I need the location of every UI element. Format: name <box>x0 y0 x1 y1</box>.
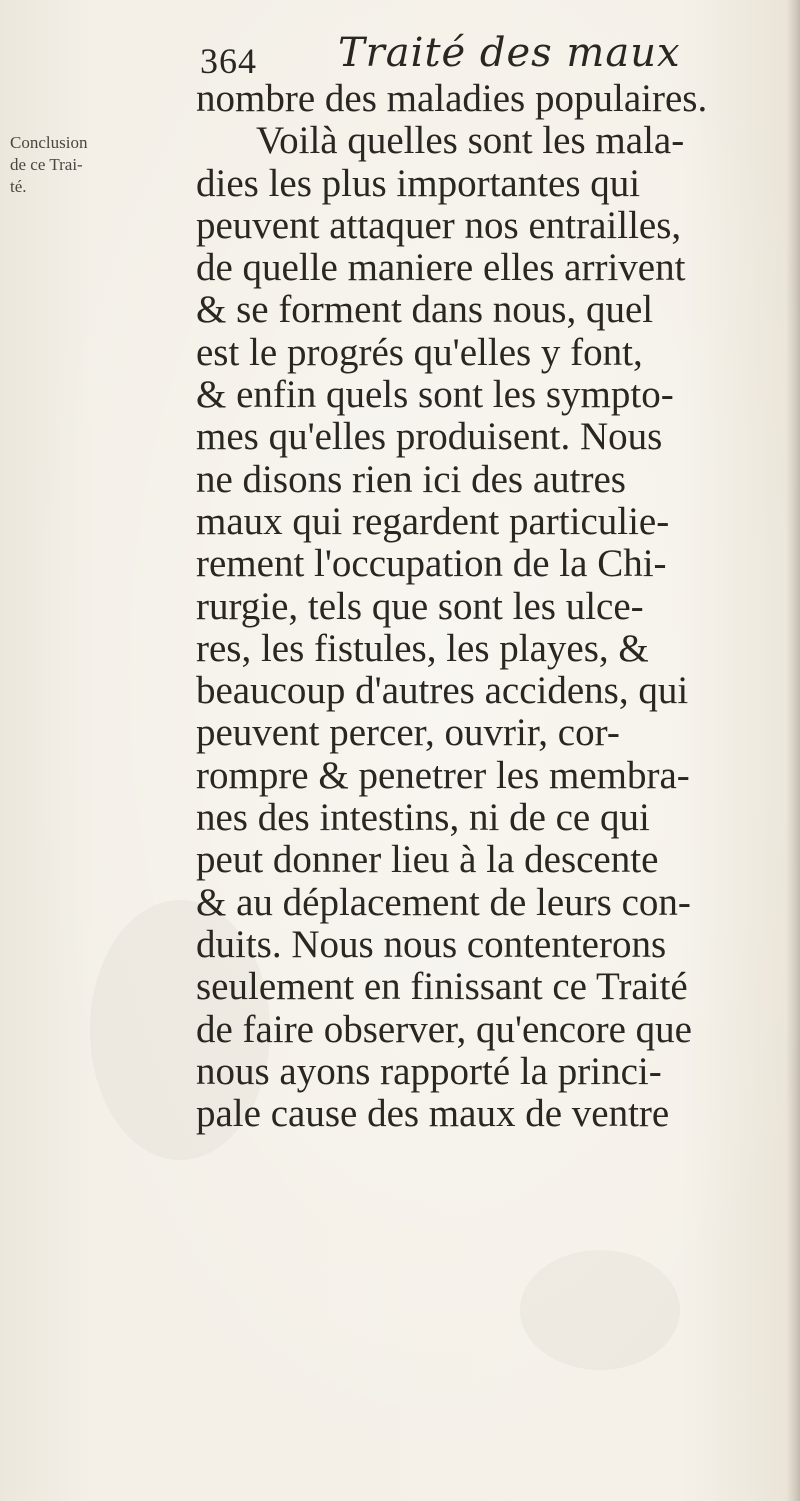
text-line: dies les plus importantes qui <box>196 161 641 205</box>
text-line: nous ayons rapporté la princi- <box>196 1049 662 1093</box>
text-line: pale cause des maux de ventre <box>196 1092 670 1136</box>
text-line: res, les fistules, les playes, & <box>196 626 649 670</box>
text-line: maux qui regardent particulie- <box>196 499 670 543</box>
text-line: & se forment dans nous, quel <box>196 288 654 332</box>
text-line: Voilà quelles sont les mala- <box>256 119 685 163</box>
text-line: rurgie, tels que sont les ulce- <box>196 584 644 628</box>
text-line: beaucoup d'autres accidens, qui <box>196 669 689 713</box>
margin-note-line: de ce Trai- <box>10 155 83 174</box>
text-line: de quelle maniere elles arrivent <box>196 246 686 290</box>
text-line: est le progrés qu'elles y font, <box>196 330 643 374</box>
page-number: 364 <box>200 41 257 81</box>
text-line: & enfin quels sont les sympto- <box>196 373 674 417</box>
text-line: rompre & penetrer les membra- <box>196 753 690 797</box>
text-line: rement l'occupation de la Chi- <box>196 542 667 586</box>
paper-stain <box>520 1250 680 1370</box>
margin-note-line: Conclusion <box>10 133 88 152</box>
text-line: peut donner lieu à la descente <box>196 838 659 882</box>
running-title: Traité des maux <box>338 30 681 76</box>
text-line: peuvent attaquer nos entrailles, <box>196 203 682 247</box>
text-line: & au déplacement de leurs con- <box>196 880 691 924</box>
text-line: mes qu'elles produisent. Nous <box>196 415 663 459</box>
text-line: duits. Nous nous contenterons <box>196 922 667 966</box>
page-edge-shadow <box>786 0 800 1501</box>
text-line: nes des intestins, ni de ce qui <box>196 796 650 840</box>
text-line: ne disons rien ici des autres <box>196 457 626 501</box>
text-line: de faire observer, qu'encore que <box>196 1007 692 1051</box>
text-line: nombre des maladies populaires. <box>196 77 708 120</box>
text-line: seulement en finissant ce Traité <box>196 965 688 1009</box>
body-text <box>196 78 781 1135</box>
margin-note-line: té. <box>10 177 27 196</box>
margin-note <box>10 132 160 198</box>
text-line: peuvent percer, ouvrir, cor- <box>196 711 620 755</box>
